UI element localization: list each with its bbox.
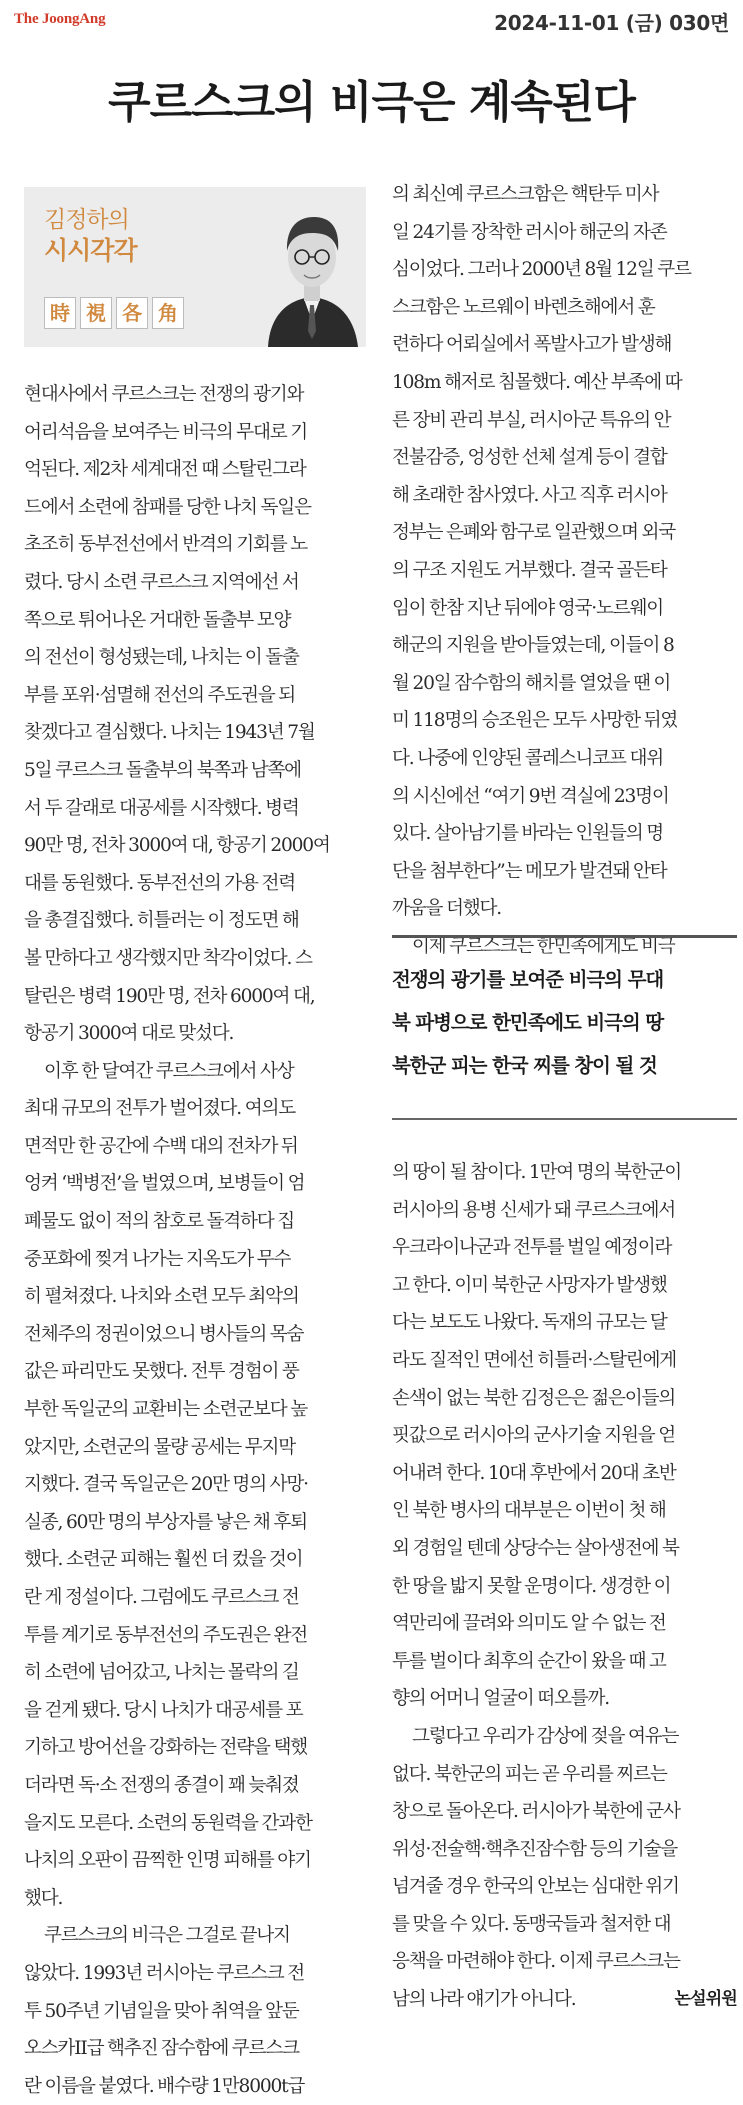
article-line: 어리석음을 보여주는 비극의 무대로 기: [24, 421, 308, 443]
article-line: 5일 쿠르스크 돌출부의 북쪽과 남쪽에: [24, 759, 301, 781]
article-line: 란 이름을 붙였다. 배수량 1만8000t급: [24, 2075, 305, 2097]
article-line: 의 땅이 될 참이다. 1만여 명의 북한군이: [392, 1162, 682, 1183]
article-column-right-top: [392, 176, 737, 965]
article-line: 라도 질적인 면에선 히틀러·스탈린에게: [392, 1349, 677, 1371]
article-line: 해 초래한 참사였다. 사고 직후 러시아: [392, 484, 667, 506]
article-line: 면적만 한 공간에 수백 대의 전차가 뒤: [24, 1135, 298, 1157]
article-line: 외 경험일 텐데 상당수는 살아생전에 북: [392, 1537, 679, 1559]
article-line: 90만 명, 전차 3000여 대, 항공기 2000여: [24, 835, 330, 857]
article-line: 투를 벌이다 최후의 순간이 왔을 때 고: [392, 1650, 666, 1672]
article-line: 인 북한 병사의 대부분은 이번이 첫 해: [392, 1500, 666, 1522]
article-line: 어내려 한다. 10대 후반에서 20대 초반: [392, 1462, 676, 1484]
article-line: 중포화에 찢겨 나가는 지옥도가 무수: [24, 1248, 291, 1270]
article-line: 고 한다. 이미 북한군 사망자가 발생했: [392, 1274, 667, 1296]
article-line: 그렇다고 우리가 감상에 젖을 여유는: [412, 1725, 679, 1747]
article-line: 오스카II급 핵추진 잠수함에 쿠르스크: [24, 2038, 299, 2060]
article-line: 았지만, 소련군의 물량 공세는 무지막: [24, 1436, 295, 1458]
column-author: 김정하의: [44, 207, 129, 233]
article-line: 른 장비 관리 부실, 러시아군 특유의 안: [392, 409, 671, 431]
pull-quote-bottom-rule: [392, 1118, 737, 1120]
article-line: 이제 쿠르스크는 한민족에게도 비극: [412, 935, 675, 957]
article-line: 의 시신에선 “여기 9번 격실에 23명이: [392, 785, 669, 807]
article-line: 단을 첨부한다”는 메모가 발견돼 안타: [392, 860, 667, 882]
article-line: 히 소련에 넘어갔고, 나치는 몰락의 길: [24, 1662, 299, 1684]
article-line: 이후 한 달여간 쿠르스크에서 사상: [44, 1060, 294, 1082]
article-line: 넘겨줄 경우 한국의 안보는 심대한 위기: [392, 1876, 679, 1898]
article-line: 다. 나중에 인양된 콜레스니코프 대위: [392, 747, 663, 769]
article-line: 히 펼쳐졌다. 나치와 소련 모두 최악의: [24, 1286, 299, 1308]
article-line: 을지도 모른다. 소련의 동원력을 간과한: [24, 1812, 312, 1834]
article-line: 일 24기를 장착한 러시아 해군의 자존: [392, 221, 667, 243]
article-line: 투를 계기로 동부전선의 주도권은 완전: [24, 1624, 308, 1646]
article-line: 억된다. 제2차 세계대전 때 스탈린그라: [24, 459, 306, 481]
article-line: 부를 포위·섬멸해 전선의 주도권을 되: [24, 684, 295, 706]
masthead: [0, 0, 743, 44]
article-line: 투 50주년 기념일을 맞아 취역을 앞둔: [24, 2000, 299, 2022]
article-line: 전불감증, 엉성한 선체 설계 등이 결합: [392, 447, 667, 469]
article-line: 더라면 독·소 전쟁의 종결이 꽤 늦춰졌: [24, 1774, 299, 1796]
article-column-left: [24, 376, 369, 2105]
article-line: 향의 어머니 얼굴이 떠오를까.: [392, 1688, 609, 1710]
column-name: 시시각각: [44, 236, 137, 265]
headline: 쿠르스크의 비극은 계속된다: [108, 77, 635, 128]
hanja-char: 各: [116, 297, 148, 329]
article-line: 초조히 동부전선에서 반격의 기회를 노: [24, 534, 308, 556]
newspaper-logo[interactable]: The JoongAng: [14, 11, 106, 27]
article-line: 엉켜 ‘백병전’을 벌였으며, 보병들이 엄: [24, 1173, 305, 1195]
article-line: 의 구조 지원도 거부했다. 결국 골든타: [392, 559, 667, 581]
article-line: 을 걷게 됐다. 당시 나치가 대공세를 포: [24, 1699, 303, 1721]
article-line: 역만리에 끌려와 의미도 알 수 없는 전: [392, 1613, 666, 1635]
article-line: 련하다 어뢰실에서 폭발사고가 발생해: [392, 334, 672, 356]
article-line: 까움을 더했다.: [392, 898, 501, 920]
column-hanja-title: [44, 297, 184, 329]
article-line: 핏값으로 러시아의 군사기술 지원을 얻: [392, 1425, 676, 1447]
last-line: [392, 1981, 737, 2019]
article-line: 스크함은 노르웨이 바렌츠해에서 훈: [392, 296, 655, 318]
article-line: 실종, 60만 명의 부상자를 낳은 채 후퇴: [24, 1511, 307, 1533]
article-line: 폐물도 없이 적의 참호로 돌격하다 집: [24, 1211, 294, 1233]
article-line: 쿠르스크의 비극은 그걸로 끝나지: [44, 1925, 290, 1947]
article-line: 서 두 갈래로 대공세를 시작했다. 병력: [24, 797, 299, 819]
article-line: 임이 한참 지난 뒤에야 영국·노르웨이: [392, 597, 663, 619]
article-line: 다는 보도도 나왔다. 독재의 규모는 달: [392, 1312, 667, 1334]
pull-quote-line: 전쟁의 광기를 보여준 비극의 무대: [392, 968, 664, 991]
article-line: 했다. 소련군 피해는 훨씬 더 컸을 것이: [24, 1549, 303, 1571]
article-line: 우크라이나군과 전투를 벌일 예정이라: [392, 1237, 672, 1259]
article-line: 응책을 마련해야 한다. 이제 쿠르스크는: [392, 1951, 680, 1973]
article-line: 쪽으로 튀어나온 거대한 돌출부 모양: [24, 609, 291, 631]
last-line-text: 남의 나라 얘기가 아니다.: [392, 1989, 576, 2011]
article-line: 했다.: [24, 1887, 63, 1909]
hanja-char: 角: [152, 297, 184, 329]
article-line: 란 게 정설이다. 그럼에도 쿠르스크 전: [24, 1587, 299, 1608]
column-header-box: [24, 187, 366, 347]
article-line: 심이었다. 그러나 2000년 8월 12일 쿠르: [392, 259, 691, 281]
article-line: 지했다. 결국 독일군은 20만 명의 사망·: [24, 1474, 308, 1496]
article-line: 항공기 3000여 대로 맞섰다.: [24, 1023, 234, 1045]
author-portrait: [260, 195, 364, 347]
article-line: 월 20일 잠수함의 해치를 열었을 땐 이: [392, 672, 671, 694]
article-line: 창으로 돌아온다. 러시아가 북한에 군사: [392, 1801, 680, 1823]
article-line: 정부는 은폐와 함구로 일관했으며 외국: [392, 522, 676, 544]
hanja-char: 時: [44, 297, 76, 329]
article-line: 탈린은 병력 190만 명, 전차 6000여 대,: [24, 985, 315, 1007]
dateline: 2024-11-01 (금) 030면: [494, 11, 729, 35]
article-line: 108m 해저로 침몰했다. 예산 부족에 따: [392, 371, 682, 393]
article-line: 있다. 살아남기를 바라는 인원들의 명: [392, 823, 663, 845]
article-line: 볼 만하다고 생각했지만 착각이었다. 스: [24, 947, 312, 969]
article-line: 기하고 방어선을 강화하는 전략을 택했: [24, 1737, 308, 1759]
article-line: 손색이 없는 북한 김정은은 젊은이들의: [392, 1387, 676, 1409]
article-line: 를 맞을 수 있다. 동맹국들과 철저한 대: [392, 1913, 671, 1935]
article-line: 렸다. 당시 소련 쿠르스크 지역에선 서: [24, 571, 299, 593]
article-line: 의 전선이 형성됐는데, 나치는 이 돌출: [24, 647, 299, 669]
article-line: 현대사에서 쿠르스크는 전쟁의 광기와: [24, 384, 304, 405]
article-line: 최대 규모의 전투가 벌어졌다. 여의도: [24, 1098, 295, 1120]
hanja-char: 視: [80, 297, 112, 329]
article-column-right-bottom: [392, 1154, 737, 2019]
article-line: 대를 동원했다. 동부전선의 가용 전력: [24, 872, 295, 894]
article-line: 을 총결집했다. 히틀러는 이 정도면 해: [24, 910, 299, 932]
article-line: 없다. 북한군의 피는 곧 우리를 찌르는: [392, 1763, 667, 1785]
byline: 논설위원: [674, 1989, 737, 2010]
pull-quote-top-rule: [392, 935, 737, 938]
article-line: 부한 독일군의 교환비는 소련군보다 높: [24, 1399, 308, 1421]
article-line: 해군의 지원을 받아들였는데, 이들이 8: [392, 635, 674, 657]
pull-quote-line: 북 파병으로 한민족에도 비극의 땅: [392, 1011, 664, 1034]
article-line: 드에서 소련에 참패를 당한 나치 독일은: [24, 496, 311, 518]
article-line: 러시아의 용병 신세가 돼 쿠르스크에서: [392, 1199, 676, 1221]
article-line: 위성·전술핵·핵추진잠수함 등의 기술을: [392, 1838, 678, 1860]
article-line: 의 최신예 쿠르스크함은 핵탄두 미사: [392, 184, 659, 205]
article-line: 전체주의 정권이었으니 병사들의 목숨: [24, 1323, 304, 1345]
article-line: 나치의 오판이 끔찍한 인명 피해를 야기: [24, 1850, 311, 1872]
article-line: 값은 파리만도 못했다. 전투 경험이 풍: [24, 1361, 299, 1383]
article-line: 않았다. 1993년 러시아는 쿠르스크 전: [24, 1962, 304, 1984]
pull-quote-line: 북한군 피는 한국 찌를 창이 될 것: [392, 1054, 657, 1077]
article-line: 한 땅을 밟지 못할 운명이다. 생경한 이: [392, 1575, 671, 1597]
article-line: 찾겠다고 결심했다. 나치는 1943년 7월: [24, 722, 315, 744]
pull-quote: [392, 958, 737, 1087]
article-line: 미 118명의 승조원은 모두 사망한 뒤였: [392, 710, 678, 732]
